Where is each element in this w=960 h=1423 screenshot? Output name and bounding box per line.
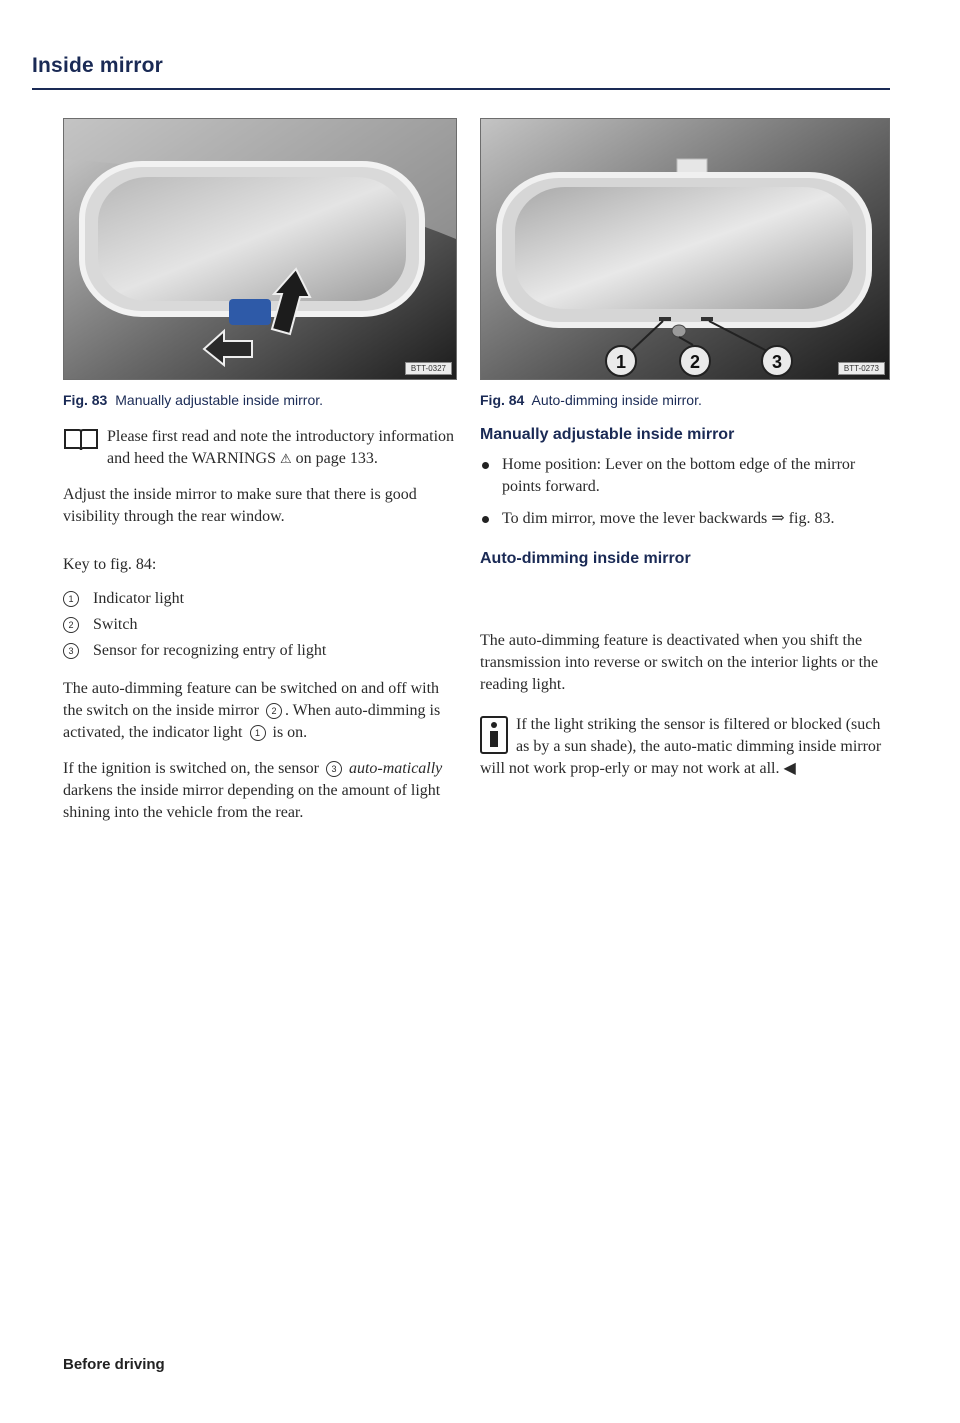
callout-number: 1	[250, 725, 266, 741]
key-item	[63, 638, 455, 664]
figure-83-image	[63, 118, 457, 380]
callout-number: 2	[266, 703, 282, 719]
key-item	[63, 612, 455, 638]
key-label: Switch	[93, 616, 138, 633]
sensor-paragraph	[63, 758, 455, 824]
figure-number: Fig. 84	[480, 392, 525, 408]
intro-text: Please first read and note the introductory information and heed the WARNINGS	[107, 428, 455, 467]
auto-dimming-paragraph	[63, 678, 455, 744]
key-item	[63, 586, 455, 612]
callout-number: 1	[63, 591, 79, 607]
intro-page-ref: on page 133.	[295, 450, 378, 467]
text-segment: darkens the inside mirror depending on the amount of light shining into the vehicle from the rear.	[63, 782, 441, 821]
figure-code: BTT-0273	[838, 362, 885, 375]
info-note	[480, 714, 888, 780]
deactivation-paragraph: The auto-dimming feature is deactivated when you shift the transmission into reverse or switch on the interior lights or the reading light.	[480, 632, 879, 693]
bullet-item: Home position: Lever on the bottom edge of the mirror points forward.	[480, 454, 888, 498]
book-icon	[63, 428, 99, 452]
bullet-item: To dim mirror, move the lever backwards ⇒ fig. 83.	[480, 508, 888, 530]
header-rule	[32, 88, 890, 90]
figure-number: Fig. 83	[63, 392, 108, 408]
adjust-paragraph: Adjust the inside mirror to make sure that there is good visibility through the rear window.	[63, 486, 417, 525]
text-segment: . When auto-dimming is activated, the indicator light	[63, 702, 441, 741]
info-note-text: If the light striking the sensor is filtered or blocked (such as by a sun shade), the auto-matic dimming inside mirror will not work prop-erly or may not work at all. ◀	[480, 716, 882, 777]
right-column	[480, 118, 888, 780]
figure-84-image	[480, 118, 890, 380]
figure-caption-text: Auto-dimming inside mirror.	[531, 392, 702, 408]
text-segment: is on.	[272, 724, 308, 741]
italic-text: auto-matically	[348, 760, 443, 777]
figure-caption-text: Manually adjustable inside mirror.	[115, 392, 324, 408]
left-column	[63, 118, 455, 824]
mirror-illustration-manual	[64, 119, 456, 379]
callout-3: 3	[771, 352, 783, 372]
text-segment: The auto-dimming feature can be switched on and off with the switch on the inside mirror	[63, 680, 440, 719]
callout-number: 3	[63, 643, 79, 659]
callout-number: 3	[326, 761, 342, 777]
footer-section: Before driving	[63, 1356, 165, 1373]
info-icon	[480, 716, 508, 754]
callout-number: 2	[63, 617, 79, 633]
key-title: Key to fig. 84:	[63, 556, 157, 573]
section-heading-auto: Auto-dimming inside mirror	[480, 550, 691, 567]
key-label: Indicator light	[93, 590, 185, 607]
figure-83-caption	[63, 392, 455, 408]
page-footer	[63, 1356, 165, 1373]
key-list	[63, 586, 455, 664]
key-label: Sensor for recognizing entry of light	[93, 642, 327, 659]
callout-2: 2	[689, 352, 701, 372]
figure-84-caption	[480, 392, 888, 408]
figure-code: BTT-0327	[405, 362, 452, 375]
text-segment: If the ignition is switched on, the sensor	[63, 760, 319, 777]
page-header	[32, 54, 890, 90]
intro-note	[63, 426, 455, 470]
warning-icon: ⚠	[280, 451, 292, 466]
callout-1: 1	[615, 352, 627, 372]
section-heading-manual: Manually adjustable inside mirror	[480, 426, 735, 443]
mirror-illustration-auto-dimming	[481, 119, 889, 379]
page-title: Inside mirror	[32, 54, 163, 77]
